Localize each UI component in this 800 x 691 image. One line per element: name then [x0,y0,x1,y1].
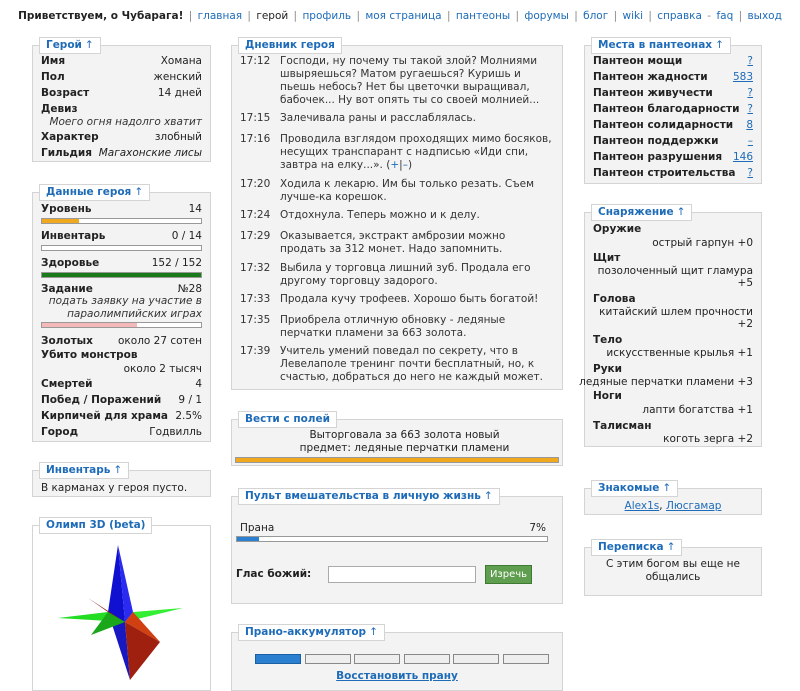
hero-stats-block [32,186,211,442]
hero-motto-row: Девиз [41,103,78,115]
health-progress-fill [42,273,201,277]
accumulator-charge-cell [354,654,400,664]
divine-remote-block [231,490,563,604]
diary-entry: 17:15 Залечивала раны и расслаблялась. [240,112,476,124]
equipment-header[interactable]: Снаряжение ↑ [591,204,692,221]
collapse-arrow-icon[interactable]: ↑ [369,626,378,638]
vote-plus-link[interactable]: + [390,159,400,171]
nav-my-page[interactable]: моя страница [365,10,442,22]
collapse-arrow-icon[interactable]: ↑ [483,490,493,502]
hero-stats-header[interactable]: Данные героя ↑ [39,184,150,201]
correspondence-header[interactable]: Переписка ↑ [591,539,682,556]
collapse-arrow-icon[interactable]: ↑ [676,206,686,218]
equip-slot-label: Оружие [593,223,642,235]
diary-entry: 17:39 Учитель умений поведал по секрету, что в Левелаполе тренинг почти бесплатный, но, к счастью, добраться до него не каждый может. [240,345,543,383]
hero-age-row: Возраст 14 дней [41,87,202,99]
inventory-block [32,464,211,497]
nav-blog[interactable]: блог [583,10,609,22]
hero-diary-block [231,39,563,390]
town-row: Город Годвилль [41,426,202,438]
friend-link[interactable]: Люсгамар [665,500,722,512]
nav-faq[interactable]: faq [716,10,734,22]
hero-gender-row: Пол женский [41,71,202,83]
level-progress-fill [42,219,79,223]
diary-entry: 17:33 Продала кучу трофеев. Хорошо быть богатой! [240,293,539,305]
kills-row: Убито монстров [41,349,138,361]
collapse-arrow-icon[interactable]: ↑ [113,464,123,476]
task-row: Задание №28 [41,283,202,295]
deaths-row: Смертей 4 [41,378,202,390]
top-navigation: Приветствуем, о Чубарага! | главная | герой | профиль | моя страница | пантеоны | форумы | блог | wiki | справка - faq | выход [18,10,782,22]
equip-item: китайский шлем прочности [599,306,753,318]
collapse-arrow-icon[interactable]: ↑ [666,541,676,553]
olymp-3d-block [32,519,211,691]
inventory-progress-bar [41,245,202,251]
greeting: Приветствуем, о Чубарага! [18,10,184,22]
hero-diary-header[interactable]: Дневник героя [238,37,342,54]
equip-item: лапти богатства +1 [642,404,753,416]
correspondence-block [584,541,762,596]
pantheons-header[interactable]: Места в пантеонах ↑ [591,37,731,54]
collapse-arrow-icon[interactable]: ↑ [715,39,724,51]
news-header[interactable]: Вести с полей [238,411,337,428]
diary-entry: 17:12 Господи, ну почему ты такой злой? Молниями швыряешься? Матом ругаешься? Куришь и пьешь небось? Нет бы цветочки выращивал, бабочек... Ну вот опять ты со своей молнией... [240,55,540,106]
voice-input[interactable] [328,566,476,583]
accumulator-charge-cell [255,654,301,664]
accumulator-charge-cell [404,654,450,664]
inventory-header[interactable]: Инвентарь ↑ [39,462,129,479]
nav-logout[interactable]: выход [747,10,782,22]
nav-profile[interactable]: профиль [302,10,352,22]
equip-item: искусственные крылья +1 [606,347,753,359]
nav-main[interactable]: главная [197,10,243,22]
diary-entry: 17:16 Проводила взглядом проходящих мимо босяков, несущих транспарант с надписью «Иди спи, завтра на елку...». (+|–) [240,133,552,171]
inventory-row: Инвентарь 0 / 14 [41,230,202,242]
olymp-3d-star-image[interactable] [33,530,212,690]
divine-remote-header[interactable]: Пульт вмешательства в личную жизнь ↑ [238,488,500,505]
diary-entry: 17:29 Оказывается, экстракт амброзии можно продать за 312 монет. Надо запомнить. [240,230,506,255]
news-text: Выторговала за 663 золота новый предмет: ледяные перчатки пламени [299,429,510,454]
restore-prana-link[interactable]: Восстановить прану [336,670,458,682]
equip-item-bonus: +5 [737,277,753,289]
equip-slot-label: Ноги [593,390,622,402]
accumulator-charge-cell [305,654,351,664]
prana-row: Прана 7% [240,522,546,534]
pantheon-row: Пантеон мощи ? [593,55,753,67]
health-progress-bar [41,272,202,278]
equip-item: позолоченный щит гламура [597,265,753,277]
level-row: Уровень 14 [41,203,202,215]
hero-block [32,39,211,162]
health-row: Здоровье 152 / 152 [41,257,202,269]
friends-block [584,482,762,515]
pantheon-row: Пантеон живучести ? [593,87,753,99]
nav-hero-current: герой [256,10,289,22]
news-block [231,413,563,466]
olymp-3d-header[interactable]: Олимп 3D (beta) [39,517,152,534]
level-progress-bar [41,218,202,224]
task-progress-fill [42,323,137,327]
equip-slot-label: Руки [593,363,623,375]
collapse-arrow-icon[interactable]: ↑ [84,39,94,51]
accumulator-charge-cell [503,654,549,664]
equipment-block [579,206,762,447]
diary-entry: 17:20 Ходила к лекарю. Им бы только резать. Съем лучше-ка корешок. [240,178,535,203]
kills-value-row: около 2 тысяч [123,363,202,375]
diary-entry: 17:24 Отдохнула. Теперь можно и к делу. [240,209,480,221]
hero-motto: Моего огня надолго хватит [49,116,202,128]
correspondence-text: С этим богом вы еще не общались [605,558,741,583]
prana-progress-fill [237,537,259,541]
task-text: подать заявку на участие в параолимпийских играх [48,295,202,320]
wins-row: Побед / Поражений 9 / 1 [41,394,202,406]
accumulator-charges [255,654,551,666]
equip-slot-label: Голова [593,293,636,305]
equip-slot-label: Тело [593,334,623,346]
equip-item: коготь зерга +2 [663,433,753,445]
prana-progress-bar [236,536,548,542]
prana-accumulator-header[interactable]: Прано-аккумулятор ↑ [238,624,385,641]
pantheon-row: Пантеон разрушения 146 [593,151,753,163]
voice-label: Глас божий: [236,568,312,580]
pantheon-row: Пантеон солидарности 8 [593,119,753,131]
pantheons-block [584,39,762,184]
friend-link[interactable]: Alex1s [624,500,660,512]
accumulator-charge-cell [453,654,499,664]
equip-item: острый гарпун +0 [652,237,753,249]
pantheon-row: Пантеон жадности 583 [593,71,753,83]
task-progress-bar [41,322,202,328]
nav-pantheons[interactable]: пантеоны [455,10,511,22]
hero-guild-row: Гильдия Магахонские лисы [41,147,202,159]
news-progress-bar [235,457,559,463]
nav-help[interactable]: справка [657,10,702,22]
hero-block-header[interactable]: Герой ↑ [39,37,101,54]
gold-row: Золотых около 27 сотен [41,335,202,347]
pantheon-row: Пантеон благодарности ? [593,103,753,115]
nav-wiki[interactable]: wiki [622,10,644,22]
friends-header[interactable]: Знакомые ↑ [591,480,678,497]
diary-entry: 17:35 Приобрела отличную обновку - ледяные перчатки пламени за 663 золота. [240,314,506,339]
pantheon-row: Пантеон поддержки – [593,135,753,147]
diary-entry: 17:32 Выбила у торговца лишний зуб. Продала его другому торговцу задорого. [240,262,531,287]
hero-character-row: Характер злобный [41,131,202,143]
speak-button[interactable]: Изречь [485,565,532,584]
equip-item-bonus: +2 [737,318,753,330]
news-progress-fill [236,458,558,462]
prana-accumulator-block [231,626,563,691]
vote-minus-link[interactable]: – [402,159,408,171]
equip-slot-label: Щит [593,252,621,264]
equip-slot-label: Талисман [593,420,652,432]
hero-name-row: Имя Хомана [41,55,202,67]
inventory-text: В карманах у героя пусто. [41,482,188,494]
collapse-arrow-icon[interactable]: ↑ [662,482,672,494]
pantheon-row: Пантеон строительства ? [593,167,753,179]
bricks-row: Кирпичей для храма 2.5% [41,410,202,422]
nav-forums[interactable]: форумы [524,10,569,22]
friends-list: Alex1s, Люсгамар [624,500,722,512]
equip-item: ледяные перчатки пламени +3 [579,376,753,388]
collapse-arrow-icon[interactable]: ↑ [134,186,144,198]
